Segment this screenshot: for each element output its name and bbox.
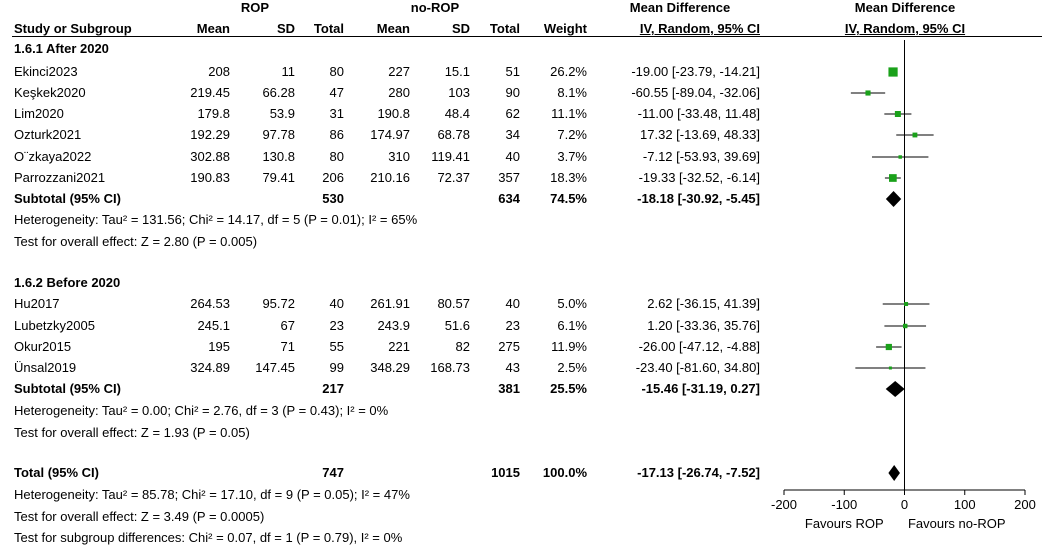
ci-cell: -7.12 [-53.93, 39.69] [642,149,760,164]
sd1-cell: 11 [281,64,295,79]
mean2-cell: 174.97 [370,127,410,142]
study-name: Lim2020 [14,106,64,121]
subgroup2-title: 1.6.2 Before 2020 [14,275,121,290]
study-name: Hu2017 [14,296,60,311]
x-tick-label: 200 [1014,497,1036,512]
total1-cell: 23 [329,318,344,333]
study-marker [888,67,897,76]
mean1-cell: 190.83 [190,170,230,185]
sd2-cell: 168.73 [430,360,470,375]
study-marker [889,367,892,370]
mean1-cell: 245.1 [197,318,230,333]
study-marker [898,155,901,158]
subtotal-total1: 217 [322,381,344,396]
mean1-cell: 302.88 [190,149,230,164]
mean2-cell: 348.29 [370,360,410,375]
col-sd1: SD [276,21,295,36]
subtotal-label: Subtotal (95% CI) [14,191,121,206]
mean1-cell: 219.45 [190,85,230,100]
weight-cell: 3.7% [557,149,587,164]
weight-cell: 2.5% [557,360,587,375]
total2-cell: 40 [505,296,520,311]
total-ci: -17.13 [-26.74, -7.52] [637,465,760,480]
weight-cell: 7.2% [557,127,587,142]
weight-cell: 18.3% [550,170,587,185]
group1-header: ROP [240,0,270,15]
study-name: Okur2015 [14,339,72,354]
sd1-cell: 147.45 [255,360,295,375]
pooled-diamond [886,191,901,207]
total-heterogeneity-text: Heterogeneity: Tau² = 85.78; Chi² = 17.10, df = 9 (P = 0.05); I² = 47% [14,487,410,502]
mean2-cell: 280 [388,85,410,100]
subtotal-label: Subtotal (95% CI) [14,381,121,396]
x-tick-label: 100 [953,497,976,512]
total1-cell: 40 [329,296,344,311]
subtotal-ci: -18.18 [-30.92, -5.45] [637,191,760,206]
pooled-diamond [886,381,905,397]
x-tick-label: 0 [900,497,909,512]
md-header: Mean Difference [629,0,731,15]
ci-cell: -19.33 [-32.52, -6.14] [638,170,760,185]
weight-cell: 6.1% [557,318,587,333]
total1-cell: 80 [329,149,344,164]
study-name: Lubetzky2005 [14,318,95,333]
mean2-cell: 227 [388,64,410,79]
favours-right-label: Favours no-ROP [907,516,1006,531]
study-name: Ünsal2019 [14,360,77,375]
study-marker [886,344,892,350]
heterogeneity-text: Heterogeneity: Tau² = 131.56; Chi² = 14.17, df = 5 (P = 0.01); I² = 65% [14,212,418,227]
total1-cell: 31 [329,106,344,121]
subtotal-total2: 634 [498,191,520,206]
total1-cell: 47 [329,85,344,100]
weight-cell: 5.0% [557,296,587,311]
mean1-cell: 195 [208,339,230,354]
mean2-cell: 221 [388,339,410,354]
col-total1: Total [313,21,344,36]
weight-cell: 8.1% [557,85,587,100]
sd2-cell: 48.4 [444,106,470,121]
total2-cell: 357 [498,170,520,185]
study-name: Keşkek2020 [14,85,86,100]
weight-cell: 11.9% [551,339,587,354]
study-marker [889,174,897,182]
weight-cell: 11.1% [551,106,587,121]
sd2-cell: 80.57 [437,296,470,311]
col-ci: IV, Random, 95% CI [639,21,760,36]
total-label: Total (95% CI) [14,465,99,480]
col-plot: IV, Random, 95% CI [844,21,966,36]
total1-cell: 86 [329,127,344,142]
mean2-cell: 243.9 [377,318,410,333]
sd2-cell: 72.37 [437,170,470,185]
study-marker [865,90,870,95]
plot-header: Mean Difference [854,0,956,15]
overall-effect-text: Test for overall effect: Z = 2.80 (P = 0.005) [14,234,258,249]
pooled-diamond [888,465,900,481]
sd1-cell: 130.8 [262,149,295,164]
sd1-cell: 95.72 [262,296,295,311]
subtotal-total1: 530 [322,191,344,206]
col-study: Study or Subgroup [14,21,132,36]
total1-cell: 99 [329,360,344,375]
ci-cell: -60.55 [-89.04, -32.06] [631,85,760,100]
ci-cell: 17.32 [-13.69, 48.33] [640,127,760,142]
sd2-cell: 51.6 [444,318,470,333]
study-name: Ekinci2023 [14,64,78,79]
mean1-cell: 192.29 [190,127,230,142]
total-total2: 1015 [491,465,520,480]
study-marker [895,111,901,117]
ci-cell: 1.20 [-33.36, 35.76] [647,318,760,333]
total-overall-effect-text: Test for overall effect: Z = 3.49 (P = 0.0005) [14,509,265,524]
study-marker [904,302,908,306]
total2-cell: 51 [505,64,520,79]
mean2-cell: 210.16 [370,170,410,185]
total2-cell: 43 [505,360,520,375]
subgroup1-title: 1.6.1 After 2020 [14,41,109,56]
total1-cell: 80 [329,64,344,79]
study-marker [913,133,918,138]
favours-left-label: Favours ROP [804,516,884,531]
total2-cell: 34 [505,127,520,142]
ci-cell: -11.00 [-33.48, 11.48] [637,106,760,121]
subtotal-weight: 25.5% [550,381,587,396]
total1-cell: 206 [322,170,344,185]
total1-cell: 55 [329,339,344,354]
mean1-cell: 264.53 [190,296,230,311]
col-weight: Weight [543,21,587,36]
sd2-cell: 103 [448,85,470,100]
col-mean1: Mean [196,21,230,36]
mean2-cell: 190.8 [377,106,410,121]
subgroup-difference-text: Test for subgroup differences: Chi² = 0.07, df = 1 (P = 0.79), I² = 0% [14,530,403,545]
sd1-cell: 53.9 [269,106,295,121]
subtotal-ci: -15.46 [-31.19, 0.27] [641,381,760,396]
total2-cell: 275 [498,339,520,354]
weight-cell: 26.2% [550,64,587,79]
mean1-cell: 179.8 [197,106,230,121]
x-tick-label: -100 [831,497,858,512]
total2-cell: 23 [505,318,520,333]
total-total1: 747 [322,465,344,480]
study-name: O¨zkaya2022 [14,149,92,164]
mean2-cell: 310 [388,149,410,164]
study-name: Parrozzani2021 [14,170,106,185]
subtotal-weight: 74.5% [550,191,587,206]
sd1-cell: 71 [280,339,295,354]
group2-header: no-ROP [410,0,460,15]
col-sd2: SD [451,21,470,36]
total2-cell: 62 [505,106,520,121]
heterogeneity-text: Heterogeneity: Tau² = 0.00; Chi² = 2.76, df = 3 (P = 0.43); I² = 0% [14,403,389,418]
ci-cell: 2.62 [-36.15, 41.39] [647,296,760,311]
sd1-cell: 66.28 [262,85,295,100]
x-tick-label: -200 [770,497,798,512]
sd2-cell: 68.78 [437,127,470,142]
mean2-cell: 261.91 [370,296,410,311]
ci-cell: -26.00 [-47.12, -4.88] [638,339,760,354]
total-weight: 100.0% [542,465,587,480]
sd1-cell: 97.78 [262,127,295,142]
col-mean2: Mean [376,21,410,36]
mean1-cell: 208 [208,64,230,79]
overall-effect-text: Test for overall effect: Z = 1.93 (P = 0.05) [14,425,250,440]
col-total2: Total [489,21,520,36]
ci-cell: -23.40 [-81.60, 34.80] [635,360,760,375]
sd1-cell: 67 [280,318,295,333]
sd1-cell: 79.41 [262,170,295,185]
sd2-cell: 82 [455,339,470,354]
study-marker [903,324,907,328]
sd2-cell: 15.1 [444,64,470,79]
mean1-cell: 324.89 [190,360,230,375]
total2-cell: 40 [505,149,520,164]
subtotal-total2: 381 [498,381,520,396]
total2-cell: 90 [505,85,520,100]
ci-cell: -19.00 [-23.79, -14.21] [631,64,760,79]
sd2-cell: 119.41 [431,149,470,164]
study-name: Ozturk2021 [14,127,82,142]
